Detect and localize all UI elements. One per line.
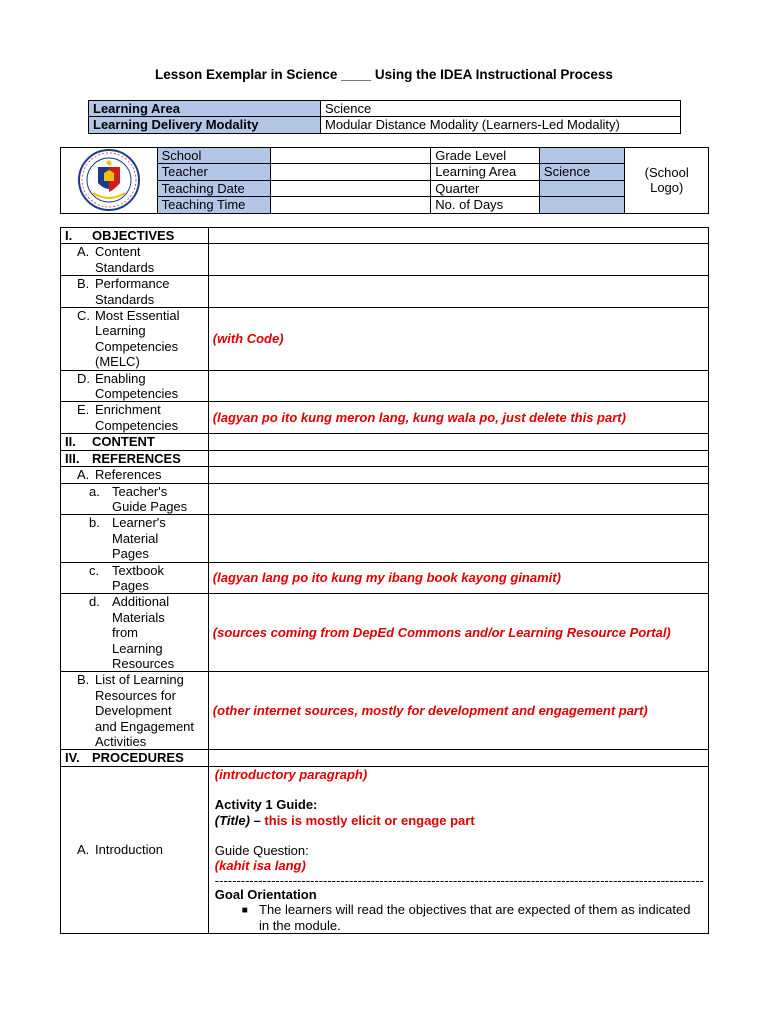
refs-a-row: A. References bbox=[61, 467, 709, 483]
textbook-note: (lagyan lang po ito kung my ibang book kayong ginamit) bbox=[208, 562, 708, 594]
school-logo-placeholder: (School Logo) bbox=[625, 148, 709, 214]
enabling-row: D. Enabling Competencies bbox=[61, 370, 709, 402]
guide-question-label: Guide Question: bbox=[214, 843, 309, 859]
learning-resources-label: List of Learning Resources for Development and Engagement Activities bbox=[95, 672, 195, 749]
learners-material-label: Learner's Material Pages bbox=[112, 515, 166, 562]
performance-standards-label: Performance Standards bbox=[95, 276, 170, 307]
performance-standards-row: B. Performance Standards bbox=[61, 276, 709, 308]
textbook-row: c. Textbook Pages (lagyan lang po ito kung my ibang book kayong ginamit) bbox=[61, 562, 709, 594]
teaching-date-label: Teaching Date bbox=[157, 180, 271, 196]
references-row: III. REFERENCES bbox=[61, 450, 709, 466]
melc-label: Most Essential Learning Competencies (MELC) bbox=[95, 308, 180, 370]
activity-heading: Activity 1 Guide: bbox=[214, 797, 318, 813]
delivery-modality-value: Modular Distance Modality (Learners-Led Modality) bbox=[321, 117, 681, 133]
introduction-label: Introduction bbox=[95, 842, 163, 858]
additional-materials-label: Additional Materials from Learning Resources bbox=[112, 594, 175, 671]
references-label: REFERENCES bbox=[92, 450, 181, 466]
activity-title: (Title) bbox=[214, 812, 250, 828]
additional-materials-note: (sources coming from DepEd Commons and/or Learning Resource Portal) bbox=[208, 594, 708, 672]
procedures-row: IV. PROCEDURES bbox=[61, 750, 709, 766]
melc-row: C. Most Essential Learning Competencies (MELC) (with Code) bbox=[61, 308, 709, 371]
enrichment-label: Enrichment Competencies bbox=[95, 402, 179, 433]
learning-resources-row: B. List of Learning Resources for Development and Engagement Activities (other internet sources, mostly for development and engagement part) bbox=[61, 672, 709, 750]
teachers-guide-row: a. Teacher's Guide Pages bbox=[61, 483, 709, 515]
learning-area-table bbox=[88, 100, 681, 134]
content-standards-row: A. Content Standards bbox=[61, 244, 709, 276]
deped-logo-cell bbox=[61, 148, 158, 214]
textbook-label: Textbook Pages bbox=[112, 562, 165, 593]
page-title: Lesson Exemplar in Science ____ Using the IDEA Instructional Process bbox=[155, 67, 613, 82]
enrichment-row: E. Enrichment Competencies (lagyan po ito kung meron lang, kung wala po, just delete this part) bbox=[61, 402, 709, 434]
goal-orientation-heading: Goal Orientation bbox=[214, 886, 317, 902]
content-label: CONTENT bbox=[92, 434, 155, 450]
content-standards-label: Content Standards bbox=[95, 244, 155, 275]
grade-level-label: Grade Level bbox=[431, 148, 540, 164]
enrichment-note: (lagyan po ito kung meron lang, kung wala po, just delete this part) bbox=[208, 402, 708, 434]
learning-resources-note: (other internet sources, mostly for development and engagement part) bbox=[208, 672, 708, 750]
teachers-guide-label: Teacher's Guide Pages bbox=[112, 483, 188, 514]
intro-paragraph-note: (introductory paragraph) bbox=[214, 766, 368, 782]
teaching-time-label: Teaching Time bbox=[157, 197, 271, 213]
objectives-num: I. bbox=[65, 228, 73, 243]
procedures-label: PROCEDURES bbox=[92, 750, 184, 766]
teacher-value bbox=[271, 164, 431, 180]
quarter-label: Quarter bbox=[431, 180, 540, 196]
learning-area-value-2: Science bbox=[539, 164, 625, 180]
deped-seal-icon bbox=[78, 149, 140, 211]
school-value bbox=[271, 148, 431, 164]
learners-material-row: b. Learner's Material Pages bbox=[61, 515, 709, 562]
teacher-label: Teacher bbox=[157, 164, 271, 180]
guide-question-note: (kahit isa lang) bbox=[214, 858, 306, 874]
school-label: School bbox=[157, 148, 271, 164]
introduction-row: A. Introduction (introductory paragraph) Activity 1 Guide: (Title) – this is mostly elicit or engage part Guide Question: (kahit isa lang) ----------------------------------------------------------------------------------------------------------------- Goal Orientation ■ The learners will read the objectives that are expected of them as indicated in the module. bbox=[61, 766, 709, 933]
teaching-time-value bbox=[271, 197, 431, 213]
enabling-label: Enabling Competencies bbox=[95, 370, 179, 402]
grade-level-value bbox=[539, 148, 625, 164]
goal-bullet-text: The learners will read the objectives that are expected of them as indicated in the module. bbox=[259, 902, 691, 933]
objectives-row bbox=[61, 228, 709, 244]
activity-note: this is mostly elicit or engage part bbox=[264, 812, 475, 828]
quarter-value bbox=[539, 180, 625, 196]
lesson-plan-table bbox=[60, 227, 709, 934]
learning-area-value: Science bbox=[321, 101, 681, 117]
additional-materials-row: d. Additional Materials from Learning Resources (sources coming from DepEd Commons and/or Learning Resource Portal) bbox=[61, 594, 709, 672]
divider-line: ----------------------------------------------------------------------------------------------------------------- bbox=[214, 873, 704, 887]
days-label: No. of Days bbox=[431, 197, 540, 213]
square-bullet-icon: ■ bbox=[241, 905, 248, 917]
objectives-label: OBJECTIVES bbox=[92, 228, 175, 243]
delivery-modality-label: Learning Delivery Modality bbox=[89, 117, 321, 133]
teaching-date-value bbox=[271, 180, 431, 196]
melc-note: (with Code) bbox=[208, 308, 708, 371]
header-info-table bbox=[60, 147, 709, 214]
learning-area-label: Learning Area bbox=[89, 101, 321, 117]
refs-a-label: References bbox=[95, 467, 162, 483]
content-row: II. CONTENT bbox=[61, 434, 709, 450]
days-value bbox=[539, 197, 625, 213]
learning-area-label-2: Learning Area bbox=[431, 164, 540, 180]
